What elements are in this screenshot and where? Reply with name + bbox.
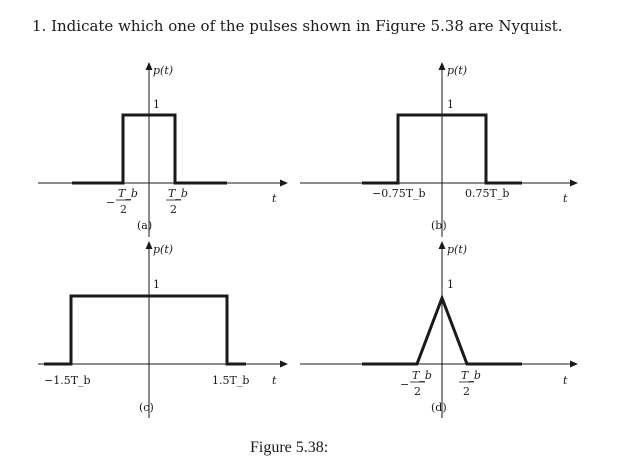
y-axis-label: p(t) <box>447 64 468 77</box>
minus-sign: − <box>106 196 116 209</box>
panel-label: (b) <box>431 219 447 232</box>
left-tick-label <box>106 187 138 216</box>
panel-label: (c) <box>139 401 154 414</box>
fraction-numerator: T_b <box>412 369 432 382</box>
y-axis-label: p(t) <box>153 64 174 77</box>
panel-label: (a) <box>137 219 153 232</box>
fraction-denominator: 2 <box>463 385 470 398</box>
panel-label: (d) <box>431 401 447 414</box>
peak-label: 1 <box>447 278 454 291</box>
panel-b <box>300 63 577 237</box>
left-tick-label: −0.75T_b <box>372 187 426 200</box>
minus-sign: − <box>400 378 410 391</box>
right-tick-label <box>166 187 188 216</box>
fraction-numerator: T_b <box>118 187 138 200</box>
x-axis-label: t <box>272 374 277 387</box>
y-axis-label: p(t) <box>447 243 468 256</box>
pulse-c <box>44 296 246 364</box>
left-tick-label: −1.5T_b <box>44 374 91 387</box>
right-tick-label: 1.5T_b <box>212 374 250 387</box>
fraction-denominator: 2 <box>120 203 127 216</box>
y-axis-label: p(t) <box>153 243 174 256</box>
x-axis-label: t <box>272 192 277 205</box>
question-text: 1. Indicate which one of the pulses shown in Figure 5.38 are Nyquist. <box>32 17 563 35</box>
fraction-numerator: T_b <box>168 187 188 200</box>
left-tick-label <box>400 369 432 398</box>
panel-a <box>38 63 287 237</box>
figure-caption: Figure 5.38: <box>250 439 329 456</box>
x-axis-label: t <box>563 374 568 387</box>
panel-c <box>38 242 287 418</box>
peak-label: 1 <box>153 278 160 291</box>
x-axis-label: t <box>563 192 568 205</box>
peak-label: 1 <box>153 98 160 111</box>
peak-label: 1 <box>447 98 454 111</box>
right-tick-label <box>459 369 481 398</box>
right-tick-label: 0.75T_b <box>465 187 510 200</box>
fraction-denominator: 2 <box>414 385 421 398</box>
fraction-numerator: T_b <box>461 369 481 382</box>
panel-d <box>300 242 577 418</box>
fraction-denominator: 2 <box>170 203 177 216</box>
